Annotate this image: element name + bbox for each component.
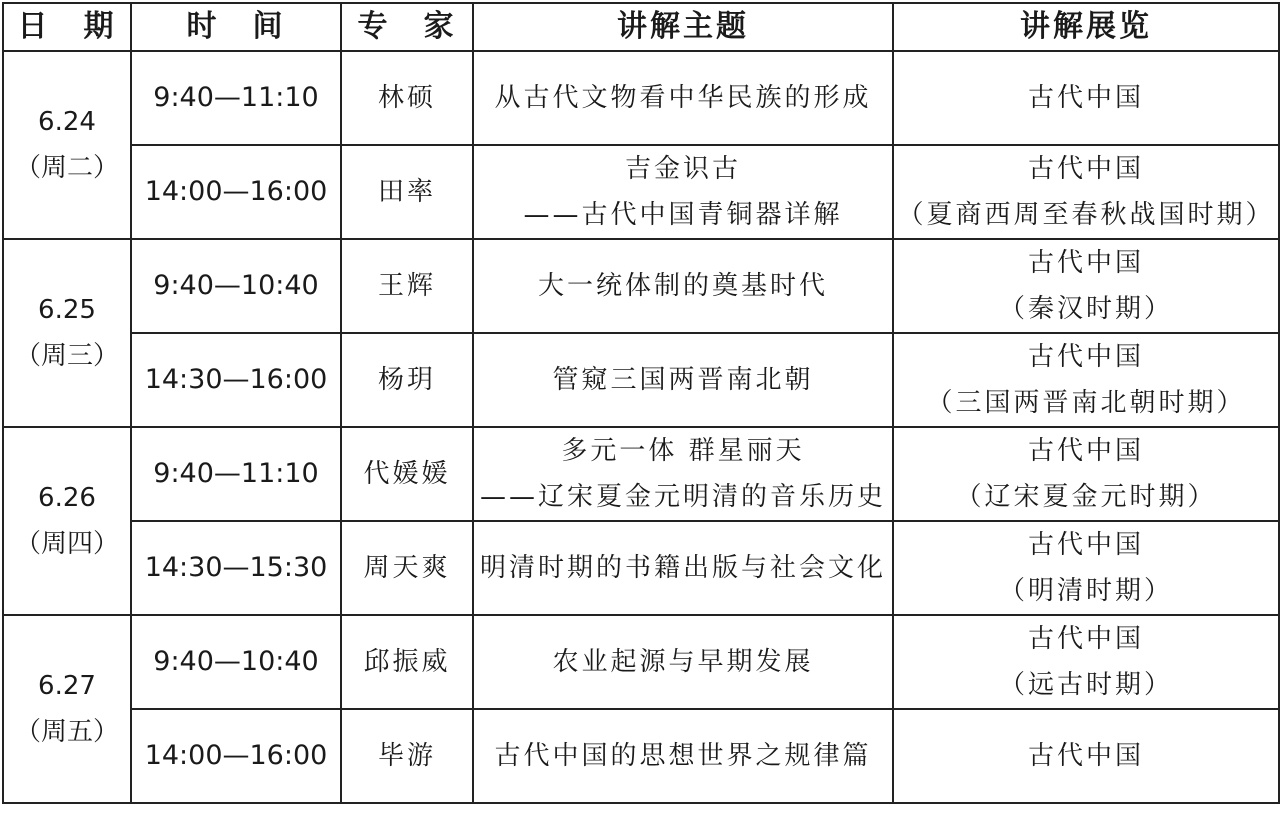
- topic-line: 从古代文物看中华民族的形成: [494, 83, 872, 113]
- table-row: [3, 521, 1279, 615]
- exhibition-line: 古代中国: [1027, 248, 1144, 278]
- time-cell: 9:40—11:10: [131, 427, 341, 521]
- table-row: [3, 615, 1279, 709]
- time-cell: 9:40—10:40: [131, 239, 341, 333]
- time-cell: 14:00—16:00: [131, 709, 341, 803]
- exhibition-line: 古代中国: [1027, 530, 1144, 560]
- topic-cell: [473, 521, 893, 615]
- date-value: 6.27: [38, 671, 96, 701]
- date-value: 6.26: [38, 483, 96, 513]
- topic-line: ——古代中国青铜器详解: [523, 200, 843, 230]
- topic-line: 吉金识古: [624, 154, 741, 184]
- weekday-value: （周四）: [14, 529, 119, 559]
- table-row: [3, 145, 1279, 239]
- topic-cell: [473, 239, 893, 333]
- header-topic: 讲解主题: [473, 3, 893, 51]
- weekday-value: （周五）: [14, 717, 119, 747]
- topic-line: 明清时期的书籍出版与社会文化: [479, 553, 886, 583]
- weekday-value: （周三）: [14, 341, 119, 371]
- exhibition-line: 古代中国: [1027, 342, 1144, 372]
- header-expert: 专 家: [341, 3, 473, 51]
- topic-line: 古代中国的思想世界之规律篇: [494, 741, 872, 771]
- exhibition-line: （三国两晋南北朝时期）: [926, 388, 1246, 418]
- exhibition-line: （夏商西周至春秋战国时期）: [897, 200, 1275, 230]
- exhibition-cell: [893, 333, 1279, 427]
- time-cell: 14:00—16:00: [131, 145, 341, 239]
- time-cell: 14:30—15:30: [131, 521, 341, 615]
- topic-line: 管窥三国两晋南北朝: [552, 365, 814, 395]
- date-cell: [3, 239, 131, 427]
- table-row: [3, 709, 1279, 803]
- exhibition-line: 古代中国: [1027, 83, 1144, 113]
- exhibition-line: 古代中国: [1027, 741, 1144, 771]
- topic-cell: [473, 615, 893, 709]
- date-cell: [3, 427, 131, 615]
- date-cell: [3, 615, 131, 803]
- table-row: [3, 239, 1279, 333]
- expert-cell: 杨玥: [341, 333, 473, 427]
- topic-line: ——辽宋夏金元明清的音乐历史: [479, 482, 886, 512]
- exhibition-cell: [893, 51, 1279, 145]
- lecture-schedule-table: [2, 2, 1280, 804]
- topic-line: 多元一体 群星丽天: [561, 436, 805, 466]
- topic-line: 大一统体制的奠基时代: [537, 271, 828, 301]
- date-value: 6.25: [38, 295, 96, 325]
- expert-cell: 毕游: [341, 709, 473, 803]
- table-row: [3, 51, 1279, 145]
- topic-line: 农业起源与早期发展: [552, 647, 814, 677]
- exhibition-cell: [893, 427, 1279, 521]
- expert-cell: 王辉: [341, 239, 473, 333]
- exhibition-cell: [893, 521, 1279, 615]
- header-time: 时 间: [131, 3, 341, 51]
- topic-cell: [473, 427, 893, 521]
- expert-cell: 周天爽: [341, 521, 473, 615]
- expert-cell: 田率: [341, 145, 473, 239]
- exhibition-cell: [893, 709, 1279, 803]
- topic-cell: [473, 145, 893, 239]
- header-exhibition: 讲解展览: [893, 3, 1279, 51]
- time-cell: 9:40—10:40: [131, 615, 341, 709]
- topic-cell: [473, 333, 893, 427]
- exhibition-line: （明清时期）: [998, 576, 1173, 606]
- exhibition-line: （辽宋夏金元时期）: [955, 482, 1217, 512]
- schedule-body: [3, 51, 1279, 803]
- exhibition-line: 古代中国: [1027, 624, 1144, 654]
- topic-cell: [473, 51, 893, 145]
- expert-cell: 林硕: [341, 51, 473, 145]
- exhibition-line: 古代中国: [1027, 436, 1144, 466]
- time-cell: 9:40—11:10: [131, 51, 341, 145]
- weekday-value: （周二）: [14, 153, 119, 183]
- expert-cell: 代媛媛: [341, 427, 473, 521]
- topic-cell: [473, 709, 893, 803]
- header-date: 日 期: [3, 3, 131, 51]
- exhibition-cell: [893, 239, 1279, 333]
- exhibition-cell: [893, 615, 1279, 709]
- date-value: 6.24: [38, 107, 96, 137]
- expert-cell: 邱振威: [341, 615, 473, 709]
- time-cell: 14:30—16:00: [131, 333, 341, 427]
- date-cell: [3, 51, 131, 239]
- table-row: [3, 333, 1279, 427]
- table-row: [3, 427, 1279, 521]
- exhibition-line: 古代中国: [1027, 154, 1144, 184]
- exhibition-line: （秦汉时期）: [998, 294, 1173, 324]
- exhibition-line: （远古时期）: [998, 670, 1173, 700]
- header-row: [3, 3, 1279, 51]
- exhibition-cell: [893, 145, 1279, 239]
